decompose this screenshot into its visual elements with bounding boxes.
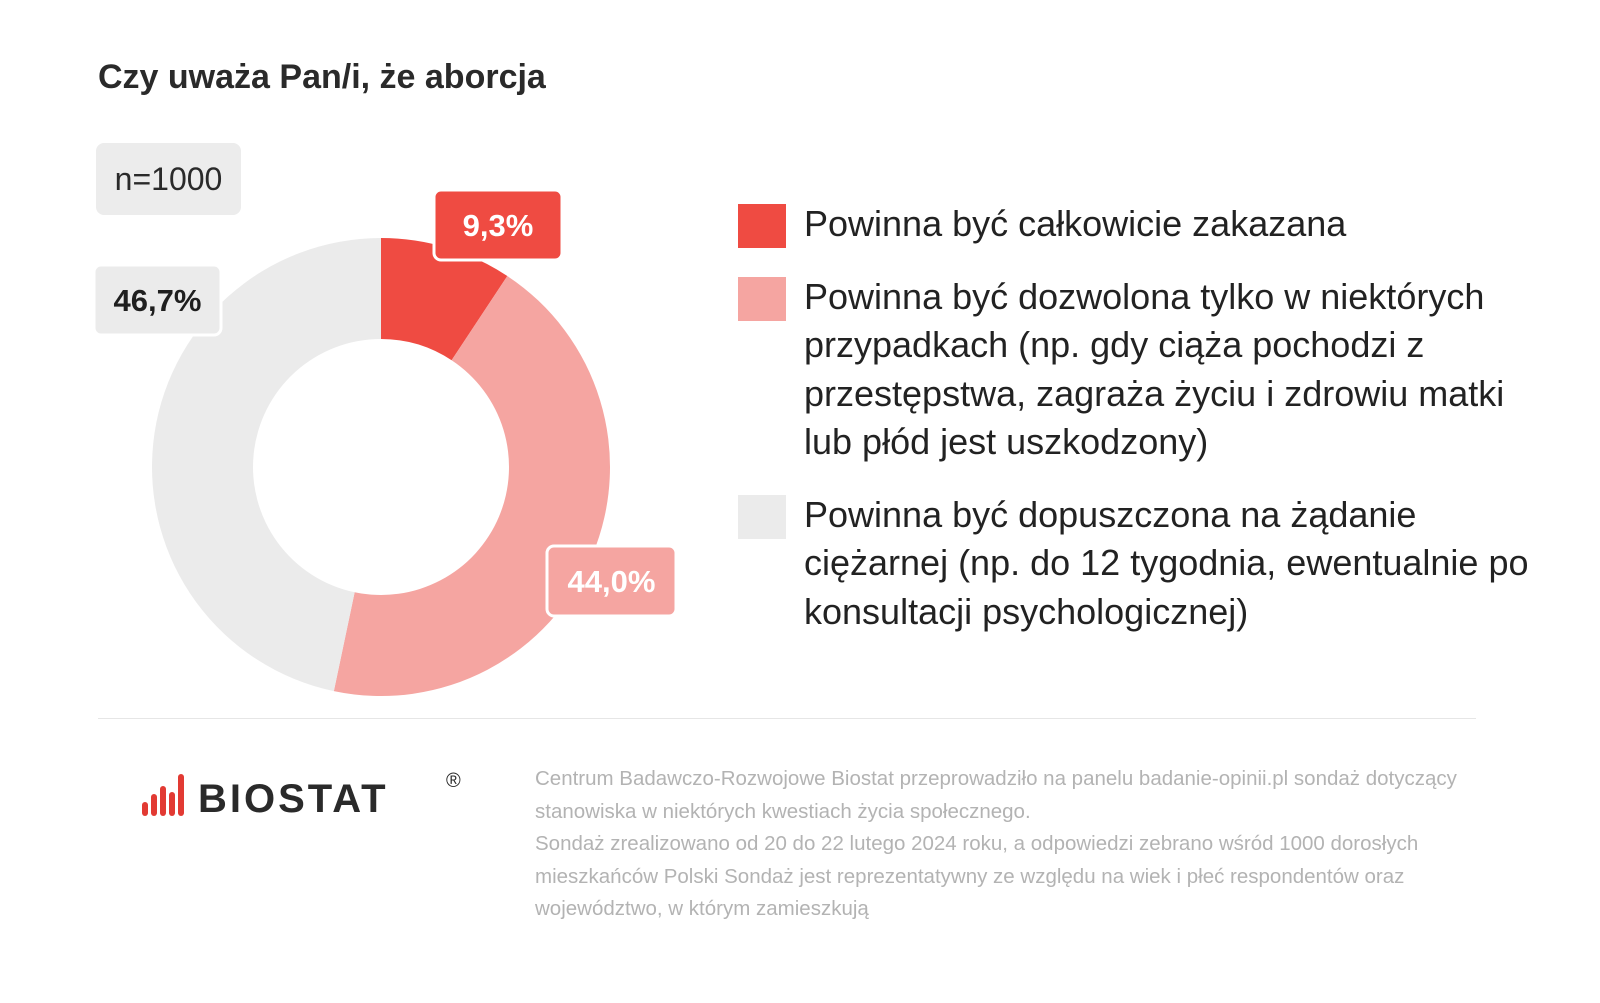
logo-bar [160,786,166,816]
slice-value-label [434,190,562,260]
donut-chart [0,0,720,720]
bar-chart-icon [140,770,188,822]
sample-size-badge: n=1000 [96,143,241,215]
legend-item-some-cases [738,273,1558,467]
legend-swatch [738,204,786,248]
value-label-text: 44,0% [567,564,656,599]
logo-text: BIOSTAT [198,777,389,821]
value-label-text: 9,3% [462,208,534,243]
legend-label: Powinna być dozwolona tylko w niektórych przypadkach (np. gdy ciąża pochodzi z przestępstwa, zagraża życiu i zdrowiu matki lub płód jest uszkodzony) [804,275,1505,462]
methodology-paragraph: Sondaż zrealizowano od 20 do 22 lutego 2024 roku, a odpowiedzi zebrano wśród 1000 dorosłych mieszkańców Polski Sondaż jest reprezentatywny ze względu na wiek i płeć respondentów oraz województwo, w którym zamieszkują [535,832,1419,920]
value-label-text: 46,7% [113,283,202,318]
slice-value-label [547,546,676,616]
legend-swatch [738,495,786,539]
legend-swatch [738,277,786,321]
legend-item-banned [738,200,1558,249]
methodology-paragraph: Centrum Badawczo-Rozwojowe Biostat przeprowadziło na panelu badanie-opinii.pl sondaż dotyczący stanowiska w niektórych kwestiach życia społecznego. [535,767,1457,823]
logo-bar [142,802,148,816]
legend-label: Powinna być dopuszczona na żądanie ciężarnej (np. do 12 tygodnia, ewentualnie po konsultacji psychologicznej) [804,493,1529,632]
registered-mark: ® [446,770,461,792]
legend-item-on-demand [738,491,1558,637]
chart-title: Czy uważa Pan/i, że aborcja [98,58,546,96]
divider [98,718,1476,719]
slice-value-label [94,265,221,335]
logo-bar [151,794,157,816]
logo-bar [169,792,175,816]
legend-label: Powinna być całkowicie zakazana [804,203,1347,244]
legend [738,200,1558,660]
methodology-note [535,763,1495,926]
logo-bar [178,774,184,816]
